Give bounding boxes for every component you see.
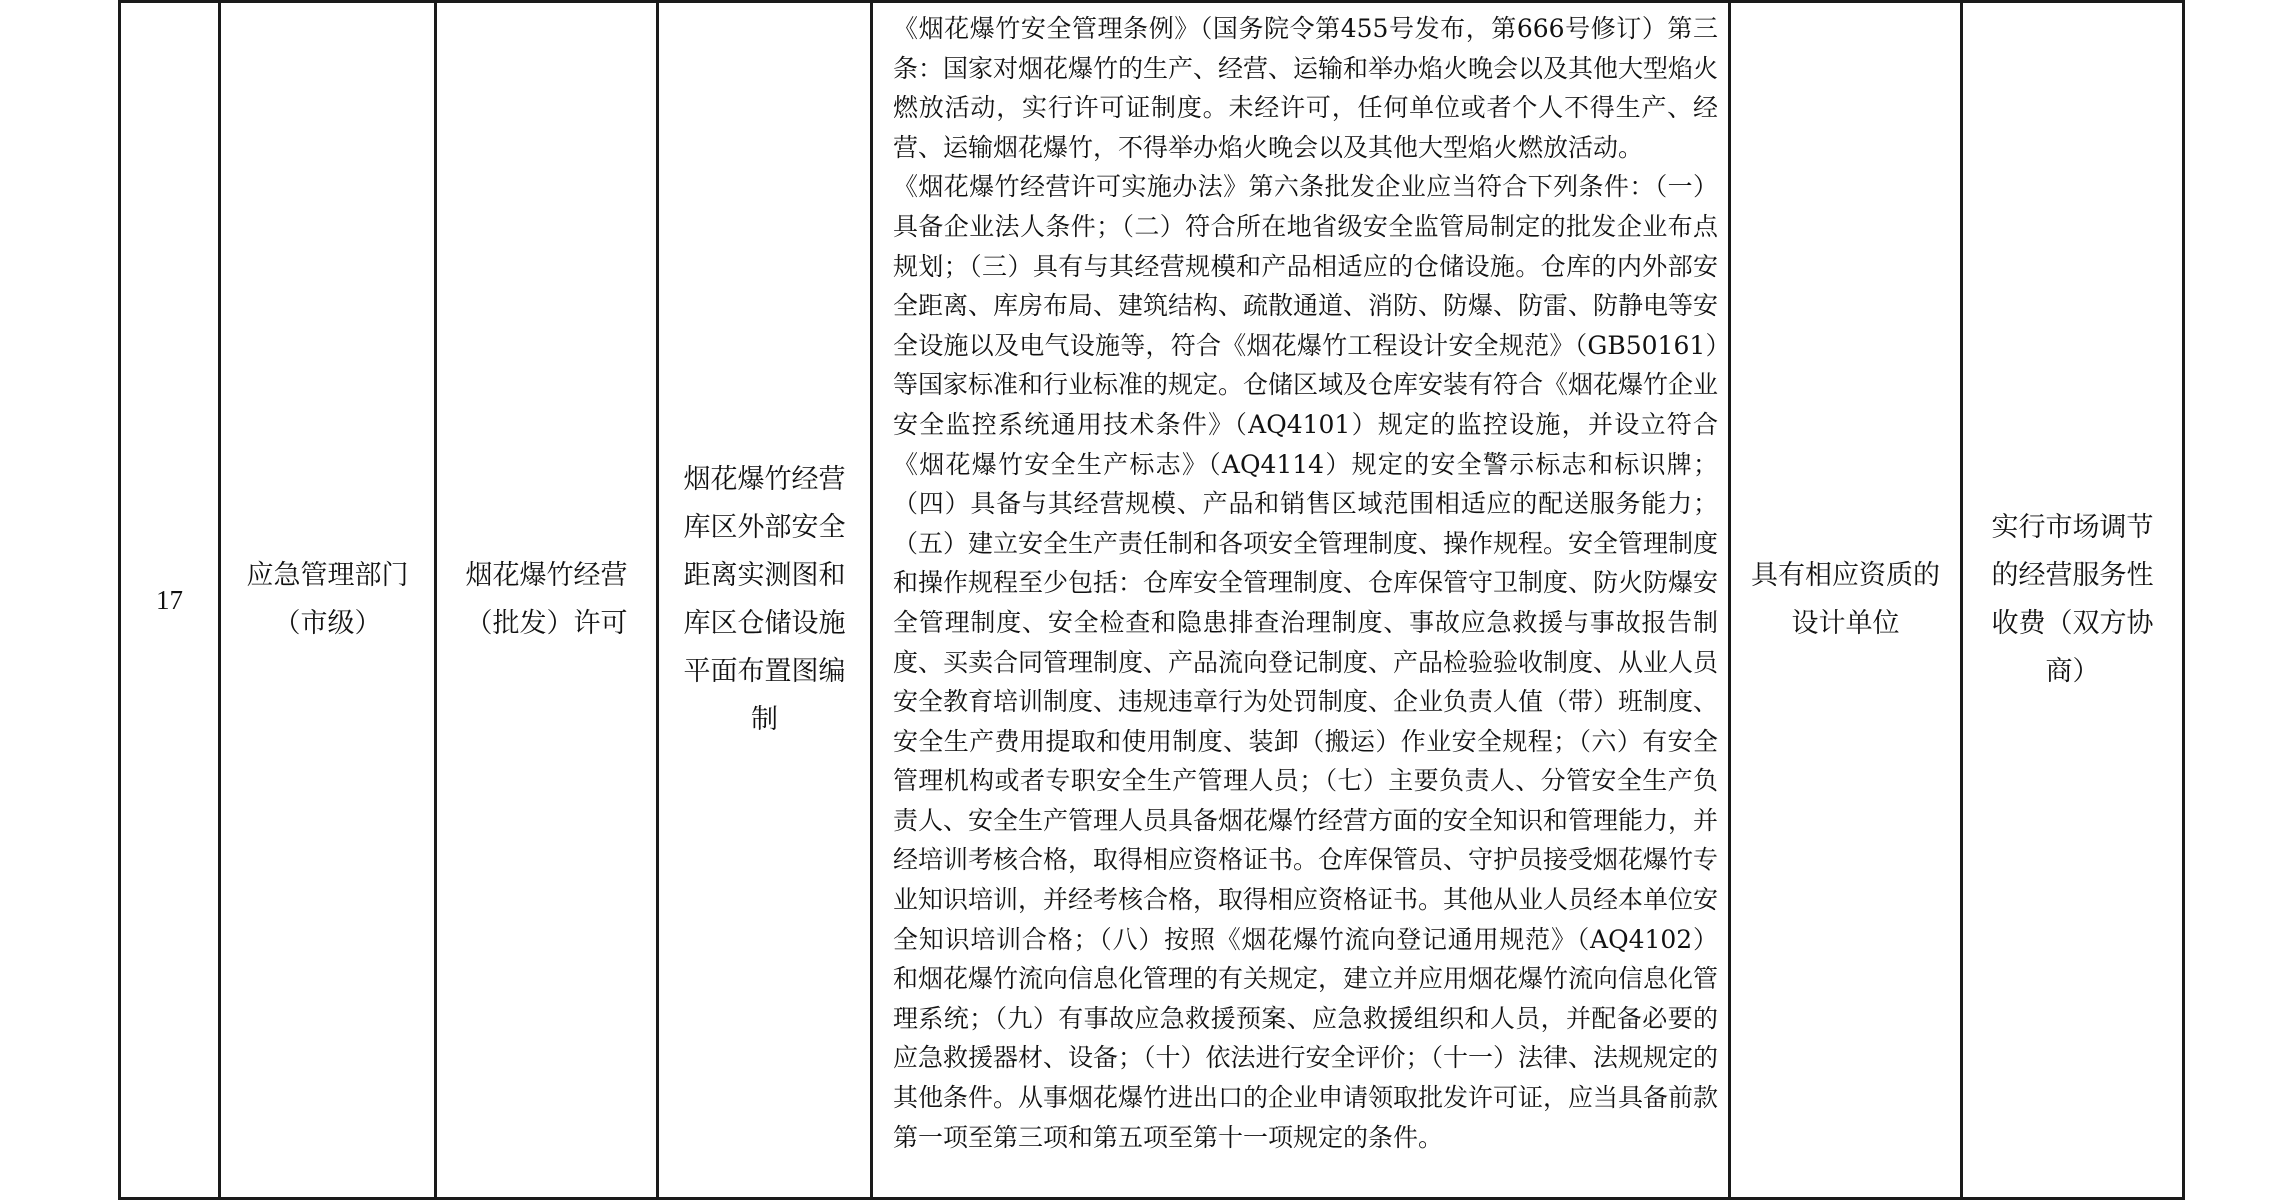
- basis-cell: [872, 2, 1730, 1199]
- basis-paragraph-2: 《烟花爆竹经营许可实施办法》第六条批发企业应当符合下列条件：（一）具备企业法人条件；（二）符合所在地省级安全监管局制定的批发企业布点规划；（三）具有与其经营规模和产品相适应的仓储设施。仓库的内外部安全距离、库房布局、建筑结构、疏散通道、消防、防爆、防雷、防静电等安全设施以及电气设施等，符合《烟花爆竹工程设计安全规范》（GB50161）等国家标准和行业标准的规定。仓储区域及仓库安装有符合《烟花爆竹企业安全监控系统通用技术条件》（AQ4101）规定的监控设施，并设立符合《烟花爆竹安全生产标志》（AQ4114）规定的安全警示标志和标识牌；（四）具备与其经营规模、产品和销售区域范围相适应的配送服务能力；（五）建立安全生产责任制和各项安全管理制度、操作规程。安全管理制度和操作规程至少包括：仓库安全管理制度、仓库保管守卫制度、防火防爆安全管理制度、安全检查和隐患排查治理制度、事故应急救援与事故报告制度、买卖合同管理制度、产品流向登记制度、产品检验验收制度、从业人员安全教育培训制度、违规违章行为处罚制度、企业负责人值（带）班制度、安全生产费用提取和使用制度、装卸（搬运）作业安全规程；（六）有安全管理机构或者专职安全生产管理人员；（七）主要负责人、分管安全生产负责人、安全生产管理人员具备烟花爆竹经营方面的安全知识和管理能力，并经培训考核合格，取得相应资格证书。仓库保管员、守护员接受烟花爆竹专业知识培训，并经考核合格，取得相应资格证书。其他从业人员经本单位安全知识培训合格；（八）按照《烟花爆竹流向登记通用规范》（AQ4102）和烟花爆竹流向信息化管理的有关规定，建立并应用烟花爆竹流向信息化管理系统；（九）有事故应急救援预案、应急救援组织和人员，并配备必要的应急救援器材、设备；（十）依法进行安全评价；（十一）法律、法规规定的其他条件。从事烟花爆竹进出口的企业申请领取批发许可证，应当具备前款第一项至第三项和第五项至第十一项规定的条件。: [893, 172, 1719, 1152]
- seq-number: 17: [156, 584, 183, 615]
- provider-text: 具有相应资质的设计单位: [1751, 560, 1940, 639]
- service-text: 烟花爆竹经营库区外部安全距离实测图和库区仓储设施平面布置图编制: [683, 464, 846, 735]
- service-cell: [658, 2, 872, 1199]
- matter-text: 烟花爆竹经营（批发）许可: [465, 560, 628, 639]
- fee-text: 实行市场调节的经营服务性收费（双方协商）: [1991, 512, 2154, 687]
- table-row: [120, 2, 2184, 1199]
- matter-cell: [436, 2, 658, 1199]
- provider-cell: [1730, 2, 1962, 1199]
- department-cell: [220, 2, 436, 1199]
- seq-cell: [120, 2, 220, 1199]
- document-table: [118, 0, 2185, 1200]
- basis-paragraph-1: 《烟花爆竹安全管理条例》（国务院令第455号发布，第666号修订）第三条：国家对烟花爆竹的生产、经营、运输和举办焰火晚会以及其他大型焰火燃放活动，实行许可证制度。未经许可，任何单位或者个人不得生产、经营、运输烟花爆竹，不得举办焰火晚会以及其他大型焰火燃放活动。: [893, 14, 1719, 162]
- department-text: 应急管理部门（市级）: [246, 560, 409, 639]
- fee-cell: [1962, 2, 2184, 1199]
